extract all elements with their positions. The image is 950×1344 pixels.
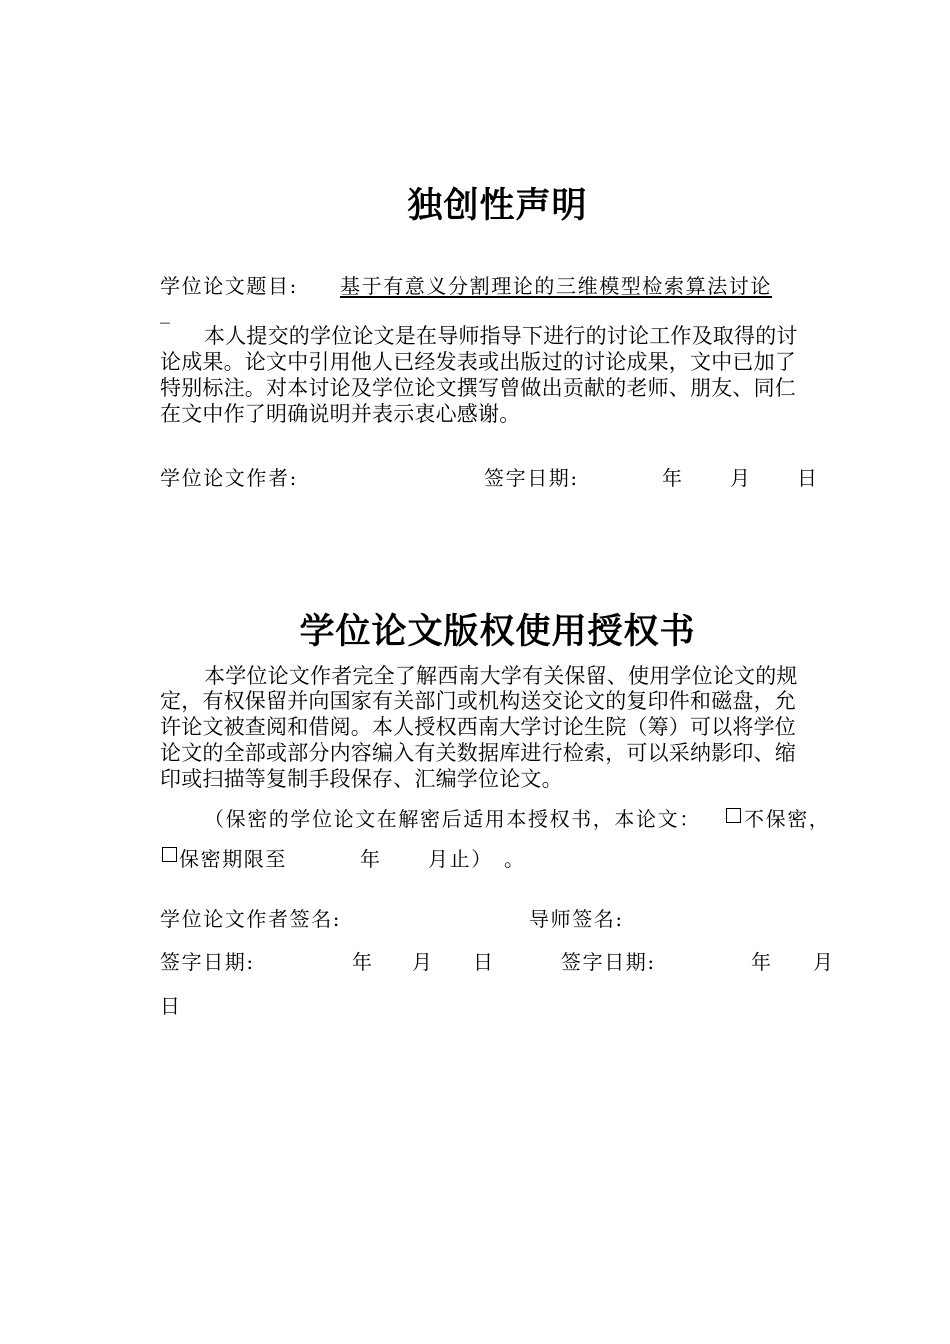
authorization-title: 学位论文版权使用授权书	[299, 611, 696, 652]
topic-label: 学位论文题目:	[160, 274, 298, 298]
advisor-date-year: 年	[751, 950, 773, 974]
not-secret-label: 不保密，	[744, 807, 831, 831]
not-secret-checkbox[interactable]	[726, 808, 741, 823]
advisor-date-day: 日	[160, 994, 182, 1018]
secret-year: 年	[360, 847, 382, 871]
declaration-month: 月	[730, 466, 752, 490]
author-date-year: 年	[352, 950, 374, 974]
declaration-year: 年	[662, 466, 684, 490]
advisor-sign-label: 导师签名:	[529, 907, 624, 931]
declaration-author-label: 学位论文作者:	[160, 466, 298, 490]
declaration-paragraph-line: 论成果。论文中引用他人已经发表或出版过的讨论成果，文中已加了	[160, 350, 796, 374]
authorization-paragraph-line: 许论文被查阅和借阅。本人授权西南大学讨论生院（筹）可以将学位	[160, 715, 796, 739]
stray-mark: _	[160, 300, 172, 324]
authorization-paragraph-line: 印或扫描等复制手段保存、汇编学位论文。	[160, 767, 563, 791]
advisor-date-month: 月	[813, 950, 835, 974]
declaration-paragraph-line: 特别标注。对本讨论及学位论文撰写曾做出贡献的老师、朋友、同仁	[160, 376, 796, 400]
declaration-paragraph-line: 本人提交的学位论文是在导师指导下进行的讨论工作及取得的讨	[204, 324, 798, 348]
declaration-title: 独创性声明	[407, 185, 588, 226]
secrecy-note: （保密的学位论文在解密后适用本授权书，本论文：	[204, 807, 701, 831]
declaration-day: 日	[797, 466, 819, 490]
authorization-paragraph-line: 定，有权保留并向国家有关部门或机构送交论文的复印件和磁盘，允	[160, 689, 796, 713]
secret-period: 。	[504, 847, 526, 871]
declaration-date-label: 签字日期:	[484, 466, 579, 490]
advisor-date-label: 签字日期:	[561, 950, 656, 974]
author-date-day: 日	[473, 950, 495, 974]
topic-value: 基于有意义分割理论的三维模型检索算法讨论	[340, 274, 772, 298]
author-sign-label: 学位论文作者签名:	[160, 907, 342, 931]
secret-checkbox[interactable]	[162, 847, 177, 862]
secret-month-until: 月止）	[428, 847, 493, 871]
declaration-paragraph-line: 在文中作了明确说明并表示衷心感谢。	[160, 402, 521, 426]
author-date-label: 签字日期:	[160, 950, 255, 974]
author-date-month: 月	[412, 950, 434, 974]
authorization-paragraph-line: 论文的全部或部分内容编入有关数据库进行检索，可以采纳影印、缩	[160, 741, 796, 765]
authorization-paragraph-line: 本学位论文作者完全了解西南大学有关保留、使用学位论文的规	[204, 664, 798, 688]
secret-until-label: 保密期限至	[179, 847, 287, 871]
